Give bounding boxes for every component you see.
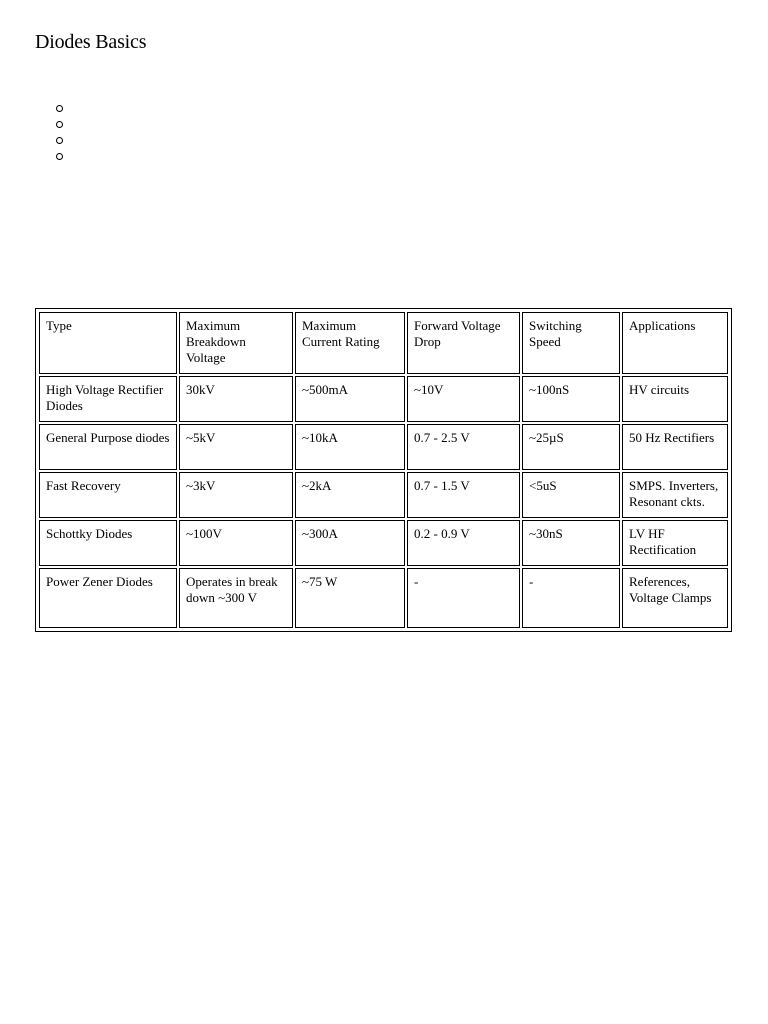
table-cell: 50 Hz Rectifiers bbox=[622, 424, 728, 470]
table-cell: ~5kV bbox=[179, 424, 293, 470]
table-cell: HV circuits bbox=[622, 376, 728, 422]
table-cell: 0.7 - 1.5 V bbox=[407, 472, 520, 518]
hollow-circle-bullet-icon bbox=[56, 153, 63, 160]
table-cell: General Purpose diodes bbox=[39, 424, 177, 470]
table-cell: ~30nS bbox=[522, 520, 620, 566]
table-cell: ~10kA bbox=[295, 424, 405, 470]
table-row bbox=[39, 520, 728, 566]
header-breakdown-voltage: Maximum Breakdown Voltage bbox=[179, 312, 293, 374]
table-cell: LV HF Rectification bbox=[622, 520, 728, 566]
table-cell: Operates in break down ~300 V bbox=[179, 568, 293, 628]
table-cell: ~10V bbox=[407, 376, 520, 422]
header-forward-voltage-drop: Forward Voltage Drop bbox=[407, 312, 520, 374]
page-title: Diodes Basics bbox=[35, 31, 147, 53]
header-applications: Applications bbox=[622, 312, 728, 374]
table-row bbox=[39, 568, 728, 628]
table-cell: - bbox=[522, 568, 620, 628]
table-row bbox=[39, 472, 728, 518]
spec-table bbox=[37, 310, 730, 630]
table-cell: ~2kA bbox=[295, 472, 405, 518]
table-cell: ~500mA bbox=[295, 376, 405, 422]
table-cell: - bbox=[407, 568, 520, 628]
table-cell: Schottky Diodes bbox=[39, 520, 177, 566]
table-cell: 0.2 - 0.9 V bbox=[407, 520, 520, 566]
table-cell: ~300A bbox=[295, 520, 405, 566]
header-type: Type bbox=[39, 312, 177, 374]
table-cell: ~75 W bbox=[295, 568, 405, 628]
table-cell: ~100V bbox=[179, 520, 293, 566]
hollow-circle-bullet-icon bbox=[56, 137, 63, 144]
table-cell: ~3kV bbox=[179, 472, 293, 518]
table-cell: Fast Recovery bbox=[39, 472, 177, 518]
table-cell: ~25µS bbox=[522, 424, 620, 470]
hollow-circle-bullet-icon bbox=[56, 105, 63, 112]
table-cell: ~100nS bbox=[522, 376, 620, 422]
table-cell: <5uS bbox=[522, 472, 620, 518]
table-cell: SMPS. Inverters, Resonant ckts. bbox=[622, 472, 728, 518]
header-current-rating: Maximum Current Rating bbox=[295, 312, 405, 374]
table-header-row bbox=[39, 312, 728, 374]
table-cell: High Voltage Rectifier Diodes bbox=[39, 376, 177, 422]
hollow-circle-bullet-icon bbox=[56, 121, 63, 128]
table-row bbox=[39, 424, 728, 470]
header-switching-speed: Switching Speed bbox=[522, 312, 620, 374]
table-row bbox=[39, 376, 728, 422]
table-cell: Power Zener Diodes bbox=[39, 568, 177, 628]
table-cell: 30kV bbox=[179, 376, 293, 422]
table-cell: References, Voltage Clamps bbox=[622, 568, 728, 628]
table-cell: 0.7 - 2.5 V bbox=[407, 424, 520, 470]
diode-comparison-table bbox=[35, 308, 732, 632]
